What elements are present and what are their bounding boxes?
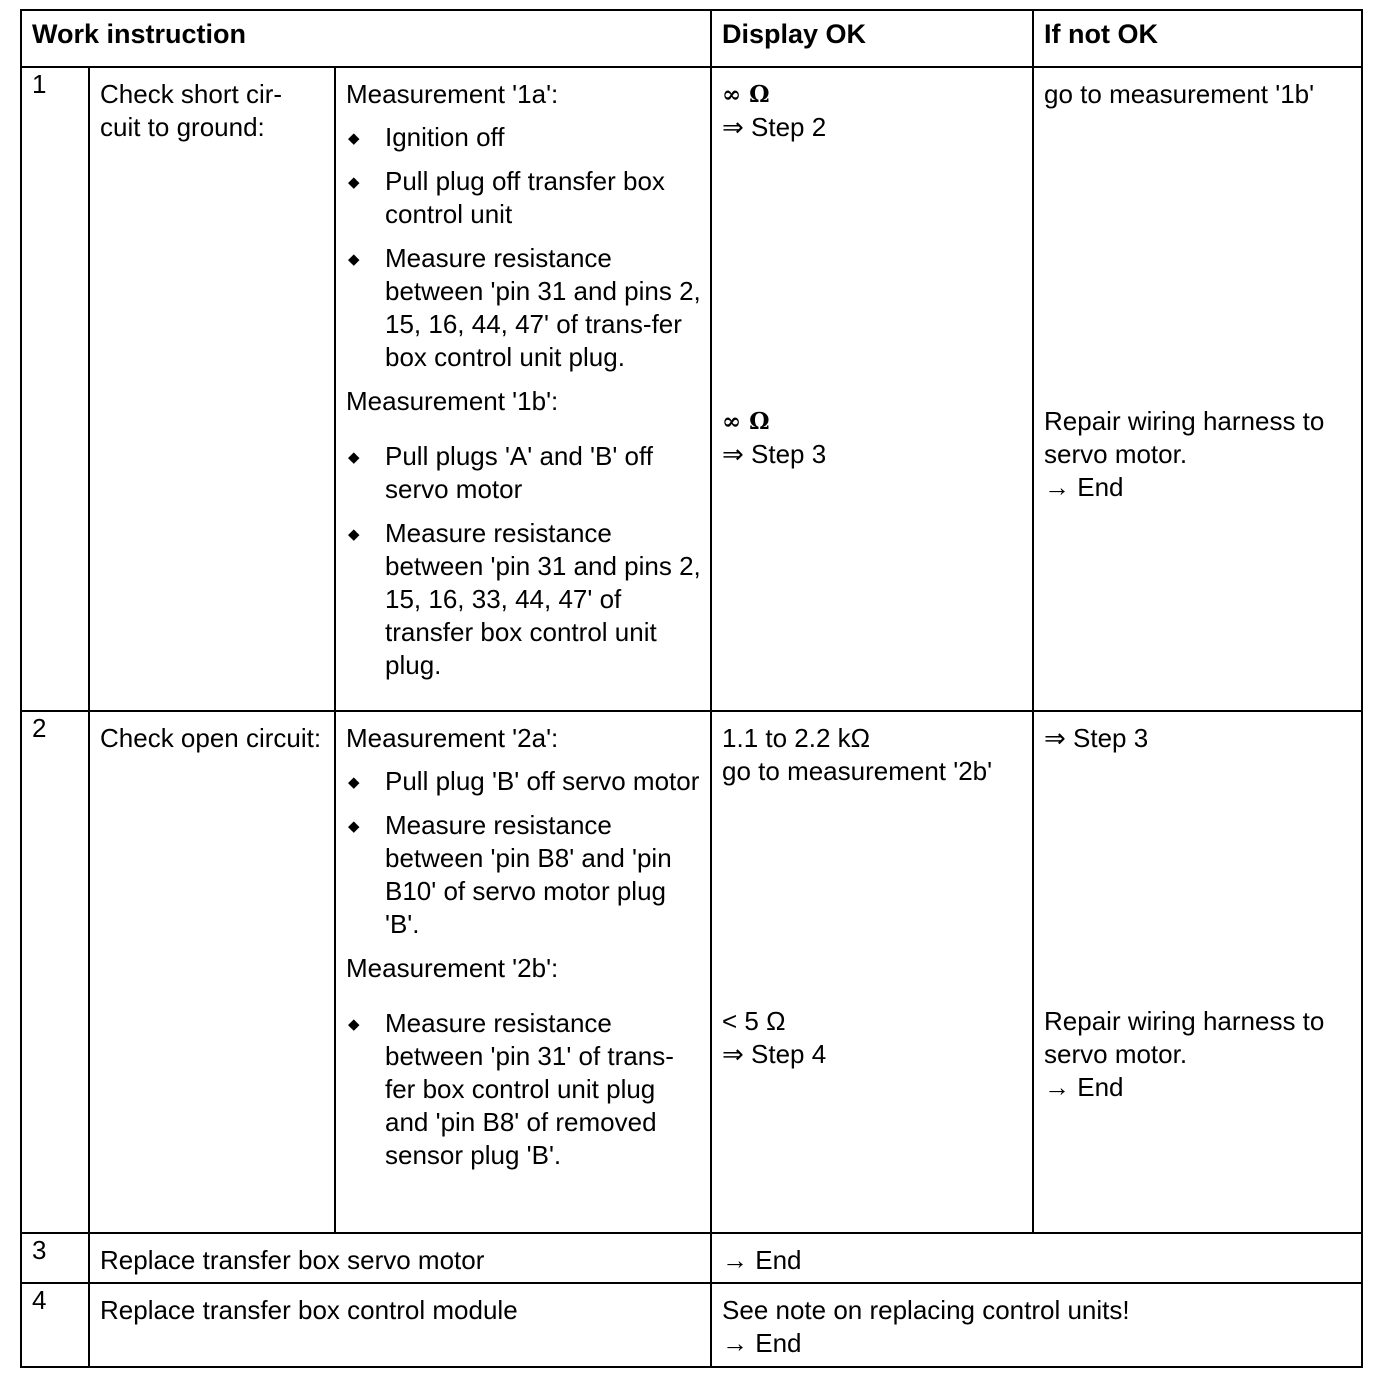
measurement-steps	[346, 1007, 702, 1172]
not-ok-action: go to measurement '1b'	[1044, 79, 1315, 109]
result-cell	[711, 1283, 1362, 1367]
instruction-text: Replace transfer box control module	[89, 1283, 711, 1367]
header-if-not-ok: If not OK	[1033, 10, 1362, 67]
ok-value: 1.1 to 2.2 kΩ	[722, 723, 871, 753]
ok-next: go to measurement '2b'	[722, 756, 993, 786]
not-ok-action: → End	[1044, 1072, 1124, 1102]
table-row-step-3	[21, 1233, 1362, 1283]
ok-value: < 5 Ω	[722, 1006, 786, 1036]
not-ok-action: servo motor.	[1044, 439, 1188, 469]
result-text: → End	[722, 1328, 802, 1358]
result-text: See note on replacing control units!	[722, 1295, 1130, 1325]
not-ok-action: → End	[1044, 472, 1124, 502]
measurement-cell	[335, 67, 711, 711]
measurement-steps	[346, 765, 702, 941]
not-ok-action: servo motor.	[1044, 1039, 1188, 1069]
ok-next: ⇒ Step 3	[722, 439, 827, 469]
work-instruction-table	[20, 9, 1363, 1368]
list-item: ◆ Measure resistance between 'pin 31 and pins 2, 15, 16, 44, 47' of trans-fer box control unit plug.	[346, 242, 702, 374]
list-item: ◆ Measure resistance between 'pin B8' and 'pin B10' of servo motor plug 'B'.	[346, 809, 702, 941]
measurement-steps	[346, 121, 702, 374]
ok-next: ⇒ Step 4	[722, 1039, 827, 1069]
table-row-step-4	[21, 1283, 1362, 1367]
table-row-step-1	[21, 67, 1362, 711]
list-item: ◆ Pull plugs 'A' and 'B' off servo motor	[346, 440, 702, 506]
step-number: 4	[21, 1283, 89, 1367]
not-ok-action: Repair wiring harness to	[1044, 1006, 1325, 1036]
list-item: ◆ Pull plug 'B' off servo motor	[346, 765, 702, 798]
header-work-instruction: Work instruction	[21, 10, 711, 67]
list-item: ◆ Measure resistance between 'pin 31 and pins 2, 15, 16, 33, 44, 47' of transfer box control unit plug.	[346, 517, 702, 682]
step-number: 2	[21, 711, 89, 1233]
measurement-title: Measurement '1b':	[346, 386, 559, 416]
not-ok-action: Repair wiring harness to	[1044, 406, 1325, 436]
list-item: ◆ Pull plug off transfer box control unit	[346, 165, 702, 231]
measurement-title: Measurement '2a':	[346, 723, 559, 753]
measurement-cell	[335, 711, 711, 1233]
step-number: 3	[21, 1233, 89, 1283]
not-ok-cell	[1033, 67, 1362, 711]
table-row-step-2	[21, 711, 1362, 1233]
list-item: ◆ Measure resistance between 'pin 31' of trans-fer box control unit plug and 'pin B8' of removed sensor plug 'B'.	[346, 1007, 702, 1172]
measurement-steps	[346, 440, 702, 682]
list-item: ◆ Ignition off	[346, 121, 702, 154]
header-row	[21, 10, 1362, 67]
result-text: → End	[711, 1233, 1362, 1283]
step-number: 1	[21, 67, 89, 711]
check-label: Check short cir- cuit to ground:	[89, 67, 335, 711]
display-ok-cell	[711, 67, 1033, 711]
not-ok-action: ⇒ Step 3	[1044, 723, 1149, 753]
not-ok-cell	[1033, 711, 1362, 1233]
check-label: Check open circuit:	[89, 711, 335, 1233]
measurement-title: Measurement '2b':	[346, 953, 559, 983]
instruction-text: Replace transfer box servo motor	[89, 1233, 711, 1283]
ok-value: ∞ Ω	[722, 408, 770, 435]
display-ok-cell	[711, 711, 1033, 1233]
measurement-title: Measurement '1a':	[346, 79, 559, 109]
ok-value: ∞ Ω	[722, 81, 770, 108]
ok-next: ⇒ Step 2	[722, 112, 827, 142]
header-display-ok: Display OK	[711, 10, 1033, 67]
